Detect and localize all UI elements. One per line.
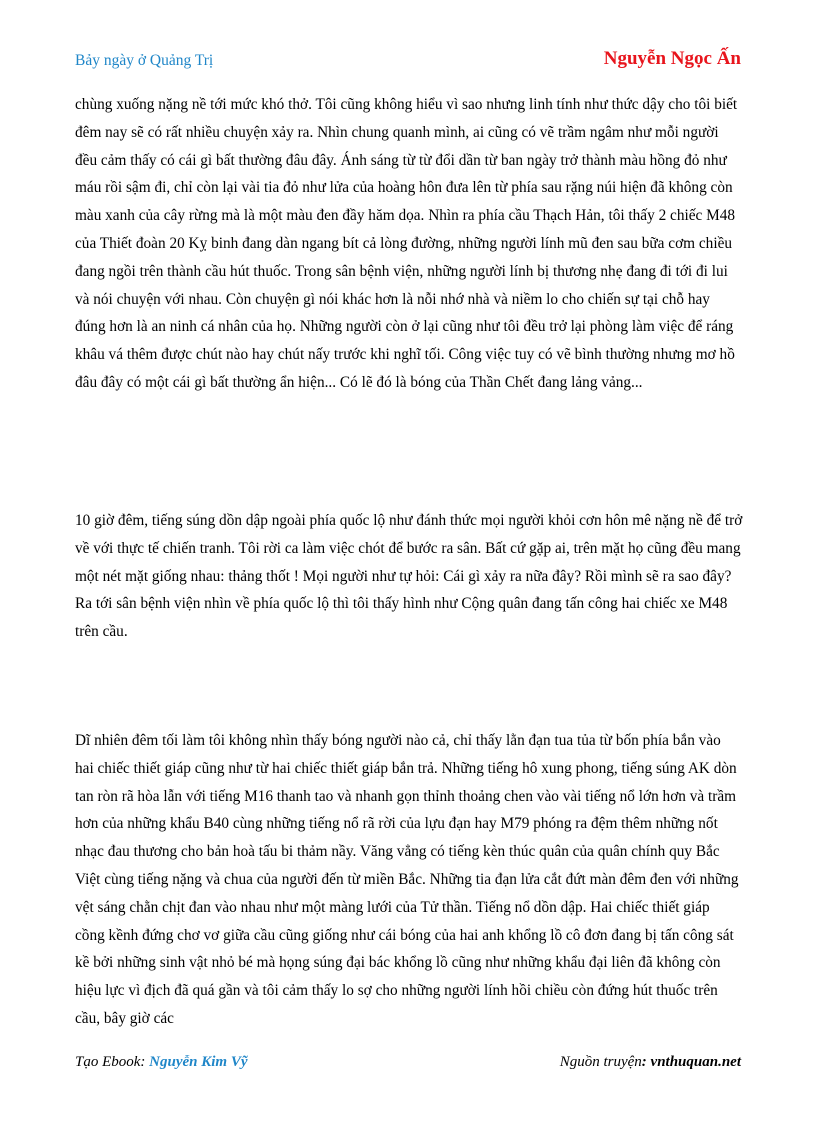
paragraph-3 <box>75 727 743 1033</box>
ebook-label: Tạo Ebook <box>75 1054 141 1070</box>
paragraph-2 <box>75 507 743 646</box>
paragraph-text: Dĩ nhiên đêm tối làm tôi không nhìn thấy bóng người nào cả, chỉ thấy lằn đạn tua tủa từ bốn phía bắn vào hai chiếc thiết giáp cũng như từ hai chiếc thiết giáp bắn trả. Những tiếng hô xung phong, tiếng súng AK dòn tan ròn rã hòa lẫn với tiếng M16 thanh tao và nhanh gọn thỉnh thoảng chen vào vài tiếng nổ lớn hơn và trầm hơn của những khẩu B40 cùng những tiếng nổ rã rời của lựu đạn hay M79 phóng ra đệm thêm những nốt nhạc đau thương cho bản hoà tấu bi thảm nầy. Văng vẳng có tiếng kèn thúc quân của quân chính quy Bắc Việt cùng tiếng nặng và chua của người đến từ miền Bắc. Những tia đạn lửa cắt đứt màn đêm đen với những vệt sáng chằn chịt đan vào nhau như một màng lưới của Tử thần. Tiếng nổ dồn dập. Hai chiếc thiết giáp cồng kềnh đứng chơ vơ giữa cầu cũng giống như cái bóng của hai anh khổng lồ cô đơn đang bị tấn công sát kề bởi những sinh vật nhỏ bé mà họng súng đại bác khổng lồ cũng như những khẩu đại liên đã không còn hiệu lực vì địch đã quá gần và tôi cảm thấy lo sợ cho những người lính hồi chiều còn đứng hút thuốc trên cầu, bây giờ các <box>75 732 739 1027</box>
paragraph-text: chùng xuống nặng nề tới mức khó thở. Tôi cũng không hiểu vì sao nhưng linh tính như thức dậy cho tôi biết đêm nay sẽ có rất nhiều chuyện xảy ra. Nhìn chung quanh mình, ai cũng có vẽ trầm ngâm như mỗi người đều cảm thấy có cái gì bất thường đâu đây. Ánh sáng từ từ đổi dần từ ban ngày trở thành màu hồng đỏ như máu rồi sậm đi, chỉ còn lại vài tia đỏ như lửa của hoàng hôn đưa lên từ phía sau rặng núi hiện đã không còn màu xanh của cây rừng mà là một màu đen đầy hăm dọa. Nhìn ra phía cầu Thạch Hản, tôi thấy 2 chiếc M48 của Thiết đoàn 20 Kỵ binh đang dàn ngang bít cả lòng đường, những người lính mũ đen sau bữa cơm chiều đang ngồi trên thành cầu hút thuốc. Trong sân bệnh viện, những người lính bị thương nhẹ đang đi tới đi lui và nói chuyện với nhau. Còn chuyện gì nói khác hơn là nỗi nhớ nhà và niềm lo cho chiến sự tại chỗ hay đúng hơn là an ninh cá nhân của họ. Những người còn ở lại cũng như tôi đều trở lại phòng làm việc để ráng khâu vá thêm được chút nào hay chút nấy trước khi nghĩ tối. Công việc tuy có vẽ bình thường nhưng mơ hồ đâu đây có một cái gì bất thường ẩn hiện... Có lẽ đó là bóng của Thần Chết đang lảng vảng... <box>75 96 738 391</box>
author-name: Nguyễn Ngọc Ấn <box>603 48 741 69</box>
paragraph-1 <box>75 91 743 397</box>
source-label: Nguồn truyện <box>559 1054 642 1070</box>
source-credit: Nguồn truyện: vnthuquan.net <box>559 1054 741 1070</box>
book-title: Bảy ngày ở Quảng Trị <box>75 52 214 69</box>
paragraph-text: 10 giờ đêm, tiếng súng dồn dập ngoài phía quốc lộ như đánh thức mọi người khỏi cơn hôn mê nặng nề để trở về với thực tế chiến tranh. Tôi rời ca làm việc chót để bước ra sân. Bất cứ gặp ai, trên mặt họ cũng đều mang một nét mặt giống nhau: thảng thốt ! Mọi người như tự hỏi: Cái gì xảy ra nữa đây? Rồi mình sẽ ra sao đây? Ra tới sân bệnh viện nhìn về phía quốc lộ thì tôi thấy hình như Cộng quân đang tấn công hai chiếc xe M48 trên cầu. <box>75 512 743 641</box>
ebook-credit: Tạo Ebook: Nguyễn Kim Vỹ <box>75 1054 248 1070</box>
page-header <box>75 48 741 76</box>
page-footer <box>75 1054 741 1076</box>
source-name: vnthuquan.net <box>650 1054 741 1070</box>
ebook-creator-name: Nguyễn Kim Vỹ <box>149 1054 248 1070</box>
